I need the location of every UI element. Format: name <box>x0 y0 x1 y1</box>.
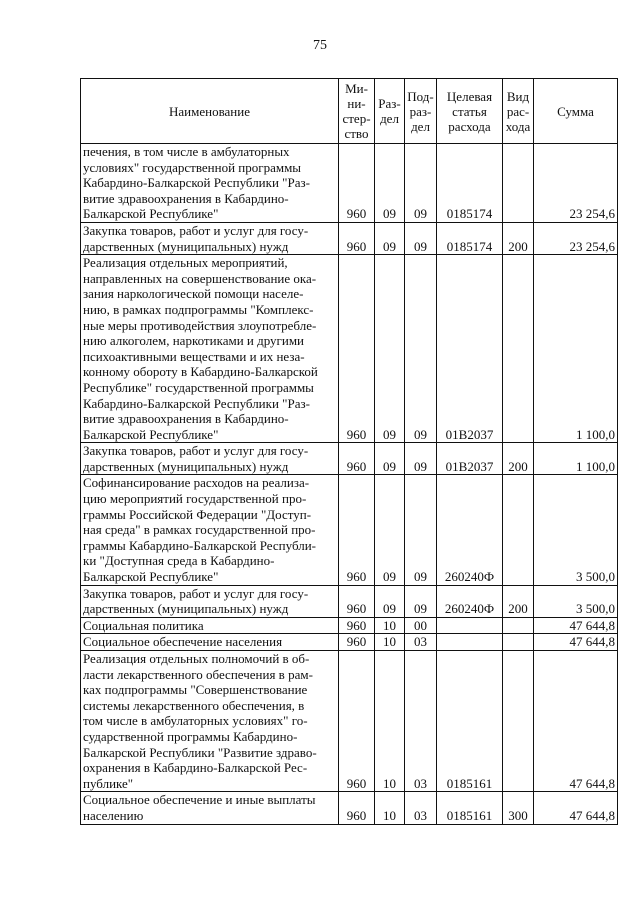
row-amount: 3 500,0 <box>534 475 618 585</box>
row-section: 09 <box>375 222 405 254</box>
row-type: 300 <box>503 792 534 824</box>
row-section: 09 <box>375 443 405 475</box>
row-amount: 3 500,0 <box>534 585 618 617</box>
row-ministry: 960 <box>339 255 375 443</box>
row-amount: 23 254,6 <box>534 144 618 223</box>
row-subsection: 03 <box>405 651 437 792</box>
table-row <box>81 634 618 651</box>
row-amount: 1 100,0 <box>534 255 618 443</box>
row-section: 09 <box>375 144 405 223</box>
row-amount: 23 254,6 <box>534 222 618 254</box>
row-ministry: 960 <box>339 475 375 585</box>
header-type: Вид рас- хода <box>503 79 534 144</box>
row-name: Закупка товаров, работ и услуг для госу- дарственных (муниципальных) нужд <box>81 585 339 617</box>
row-type <box>503 255 534 443</box>
row-amount: 47 644,8 <box>534 651 618 792</box>
header-ministry: Ми- ни- стер- ство <box>339 79 375 144</box>
page-number: 75 <box>313 38 327 53</box>
row-name: Социальное обеспечение населения <box>81 634 339 651</box>
row-type <box>503 651 534 792</box>
row-type <box>503 475 534 585</box>
table-row <box>81 585 618 617</box>
table-row <box>81 222 618 254</box>
row-target <box>437 617 503 634</box>
row-ministry: 960 <box>339 585 375 617</box>
row-section: 09 <box>375 585 405 617</box>
table-row <box>81 475 618 585</box>
header-target: Целевая статья расхода <box>437 79 503 144</box>
row-subsection: 09 <box>405 222 437 254</box>
row-type <box>503 144 534 223</box>
row-amount: 47 644,8 <box>534 634 618 651</box>
row-ministry: 960 <box>339 792 375 824</box>
row-name: Закупка товаров, работ и услуг для госу- дарственных (муниципальных) нужд <box>81 443 339 475</box>
row-name: Закупка товаров, работ и услуг для госу- дарственных (муниципальных) нужд <box>81 222 339 254</box>
row-name: Социальная политика <box>81 617 339 634</box>
row-subsection: 09 <box>405 475 437 585</box>
row-target: 01В2037 <box>437 255 503 443</box>
table-row <box>81 255 618 443</box>
row-target: 0185174 <box>437 222 503 254</box>
header-name: Наименование <box>81 79 339 144</box>
table-row <box>81 443 618 475</box>
row-section: 09 <box>375 255 405 443</box>
table-row <box>81 144 618 223</box>
row-subsection: 09 <box>405 585 437 617</box>
row-amount: 47 644,8 <box>534 792 618 824</box>
table-header-row <box>81 79 618 144</box>
table-row <box>81 792 618 824</box>
row-ministry: 960 <box>339 144 375 223</box>
row-ministry: 960 <box>339 651 375 792</box>
row-target: 0185161 <box>437 651 503 792</box>
row-section: 10 <box>375 634 405 651</box>
row-type: 200 <box>503 222 534 254</box>
row-ministry: 960 <box>339 222 375 254</box>
row-subsection: 00 <box>405 617 437 634</box>
row-ministry: 960 <box>339 634 375 651</box>
row-type <box>503 617 534 634</box>
row-target: 0185161 <box>437 792 503 824</box>
row-target: 01В2037 <box>437 443 503 475</box>
row-subsection: 09 <box>405 443 437 475</box>
row-amount: 1 100,0 <box>534 443 618 475</box>
row-section: 10 <box>375 651 405 792</box>
row-section: 10 <box>375 617 405 634</box>
row-ministry: 960 <box>339 617 375 634</box>
row-subsection: 03 <box>405 792 437 824</box>
row-ministry: 960 <box>339 443 375 475</box>
row-name: печения, в том числе в амбулаторных условиях" государственной программы Кабардино-Балкарской Республики "Раз- витие здравоохранения в Кабардино- Балкарской Республике" <box>81 144 339 223</box>
row-name: Социальное обеспечение и иные выплаты населению <box>81 792 339 824</box>
row-target <box>437 634 503 651</box>
header-amount: Сумма <box>534 79 618 144</box>
row-subsection: 09 <box>405 144 437 223</box>
row-target: 260240Ф <box>437 475 503 585</box>
row-amount: 47 644,8 <box>534 617 618 634</box>
table-row <box>81 617 618 634</box>
row-type: 200 <box>503 443 534 475</box>
budget-table <box>80 78 618 825</box>
row-type <box>503 634 534 651</box>
row-name: Реализация отдельных мероприятий, направленных на совершенствование ока- зания наркологической помощи населе- нию, в рамках подпрограммы "Комплекс- ные меры противодействия злоупотребле- нию алкоголем, наркотиками и другими психоактивными веществами и их неза- конному обороту в Кабардино-Балкарской Республике" государственной программы Кабардино-Балкарской Республики "Раз- витие здравоохранения в Кабардино- Балкарской Республике" <box>81 255 339 443</box>
row-target: 0185174 <box>437 144 503 223</box>
header-subsection: Под- раз- дел <box>405 79 437 144</box>
row-section: 09 <box>375 475 405 585</box>
row-name: Софинансирование расходов на реализа- цию мероприятий государственной про- граммы Российской Федерации "Доступ- ная среда" в рамках государственной про- граммы Кабардино-Балкарской Республи- ки "Доступная среда в Кабардино- Балкарской Республике" <box>81 475 339 585</box>
row-section: 10 <box>375 792 405 824</box>
row-subsection: 03 <box>405 634 437 651</box>
table-row <box>81 651 618 792</box>
row-type: 200 <box>503 585 534 617</box>
header-section: Раз- дел <box>375 79 405 144</box>
row-subsection: 09 <box>405 255 437 443</box>
row-name: Реализация отдельных полномочий в об- ласти лекарственного обеспечения в рам- ках подпрограммы "Совершенствование системы лекарственного обеспечения, в том числе в амбулаторных условиях" го- сударственной программы Кабардино- Балкарской Республики "Развитие здраво- охранения в Кабардино-Балкарской Рес- публике" <box>81 651 339 792</box>
row-target: 260240Ф <box>437 585 503 617</box>
